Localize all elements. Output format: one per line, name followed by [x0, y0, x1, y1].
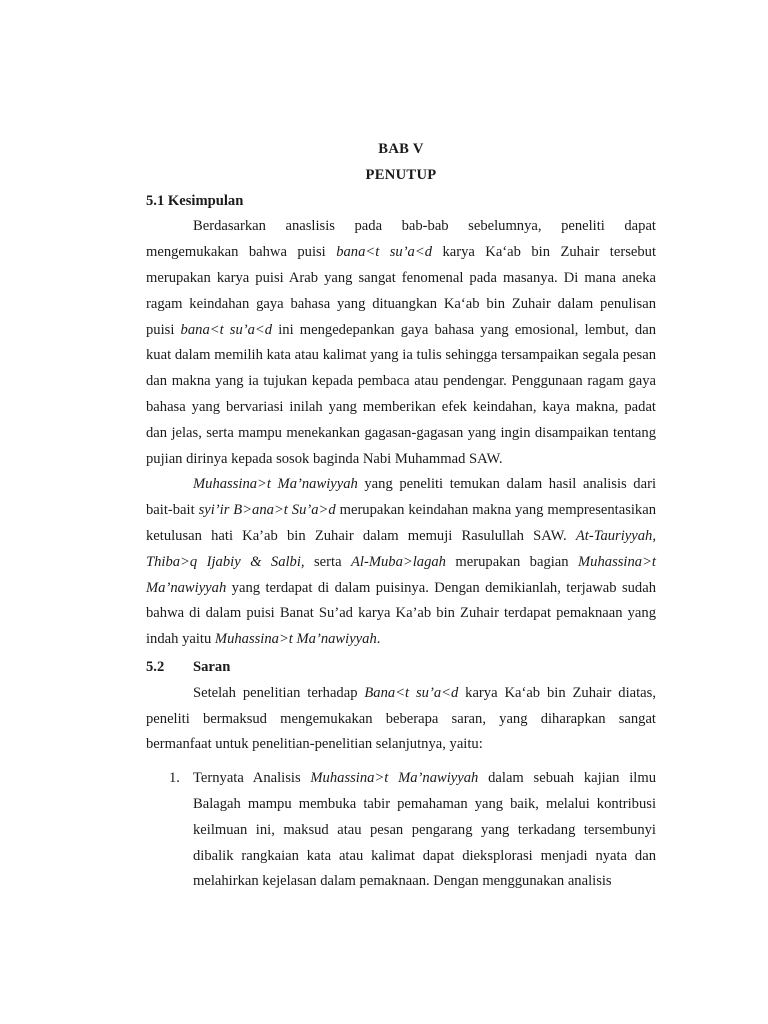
- text-run: karya Ka‘ab bin Zuhair diatas, peneliti bermaksud mengemukakan beberapa saran, yang diharapkan sangat bermanfaat untuk penelitian-penelitian selanjutnya, yaitu:: [146, 684, 656, 753]
- italic-term: bana<t su’a<d: [336, 244, 432, 261]
- italic-term: syi’ir B>ana>t Su’a>d: [198, 502, 336, 519]
- section-heading-saran: [146, 655, 656, 681]
- italic-term: Muhassina>t Ma’nawiyyah: [214, 631, 377, 648]
- text-run: Setelah penelitian terhadap: [193, 684, 365, 701]
- section-number: 5.2: [146, 658, 165, 675]
- italic-term: At-Tauriyyah, Thiba>q Ijabiy & Salbi,: [146, 527, 656, 570]
- chapter-title: PENUTUP: [365, 166, 437, 183]
- italic-term: Bana<t su’a<d: [364, 684, 459, 701]
- italic-term: Al-Muba>lagah: [351, 553, 446, 570]
- text-run: Berdasarkan anaslisis pada bab-bab sebelumnya, peneliti dapat mengemukakan bahwa puisi: [146, 218, 656, 261]
- text-run: yang terdapat di dalam puisinya. Dengan demikianlah, terjawab sudah bahwa di dalam puisi Banat Su’ad karya Ka’ab bin Zuhair terdapat pemaknaan yang indah yaitu: [146, 579, 656, 648]
- italic-term: Muhassina>t Ma’nawiyyah: [193, 476, 358, 493]
- text-run: merupakan bagian: [445, 553, 579, 570]
- list-text: [193, 766, 656, 895]
- text-run: yang peneliti temukan dalam hasil analisis dari bait-bait: [146, 476, 656, 519]
- italic-term: Muhassina>t Ma’nawiyyah: [310, 770, 479, 787]
- saran-list: [146, 766, 656, 895]
- list-number: 1.: [169, 770, 180, 787]
- text-run: ini mengedepankan gaya bahasa yang emosional, lembut, dan kuat dalam memilih kata atau kalimat yang ia tulis sehingga tersampaikan segala pesan dan makna yang ia tujukan kepada pembaca atau pendengar. Penggunaan ragam gaya bahasa yang bervariasi inilah yang memberikan efek keindahan, kaya makna, padat dan jelas, serta mampu menekankan gagasan-gagasan yang ingin disampaikan tentang pujian dirinya kepada sosok baginda Nabi Muhammad SAW.: [146, 321, 657, 467]
- list-item: [146, 766, 656, 895]
- italic-term: bana<t su’a<d: [180, 321, 273, 338]
- section-heading-kesimpulan: 5.1 Kesimpulan: [146, 192, 244, 209]
- paragraph-saran-1: [146, 681, 656, 758]
- italic-term: Muhassina>t Ma’nawiyyah: [146, 553, 656, 596]
- text-run: dalam sebuah kajian ilmu Balagah mampu membuka tabir pemahaman yang baik, melalui kontribusi keilmuan ini, maksud atau pesan pengarang yang terkadang tersembunyi dibalik rangkaian kata atau kalimat dapat dieksplorasi menjadi nyata dan melahirkan kejelasan dalam pemaknaan. Dengan menggunakan analisis: [193, 770, 656, 890]
- spacer: [146, 758, 656, 766]
- chapter-label: BAB V: [378, 141, 424, 157]
- paragraph-kesimpulan-2: [146, 472, 656, 653]
- text-run: .: [376, 631, 381, 648]
- paragraph-kesimpulan-1: [146, 214, 656, 472]
- text-run: karya Ka‘ab bin Zuhair tersebut merupakan karya puisi Arab yang sangat fenomenal pada masanya. Di mana aneka ragam keindahan gaya bahasa yang dituangkan Ka‘ab bin Zuhair dalam penulisan puisi: [146, 244, 656, 338]
- text-run: Ternyata Analisis: [193, 770, 311, 787]
- section-title: Saran: [193, 658, 231, 675]
- text-run: serta: [304, 553, 351, 570]
- text-run: merupakan keindahan makna yang mempresentasikan ketulusan hati Ka’ab bin Zuhair dalam memuji Rasulullah SAW.: [146, 502, 657, 544]
